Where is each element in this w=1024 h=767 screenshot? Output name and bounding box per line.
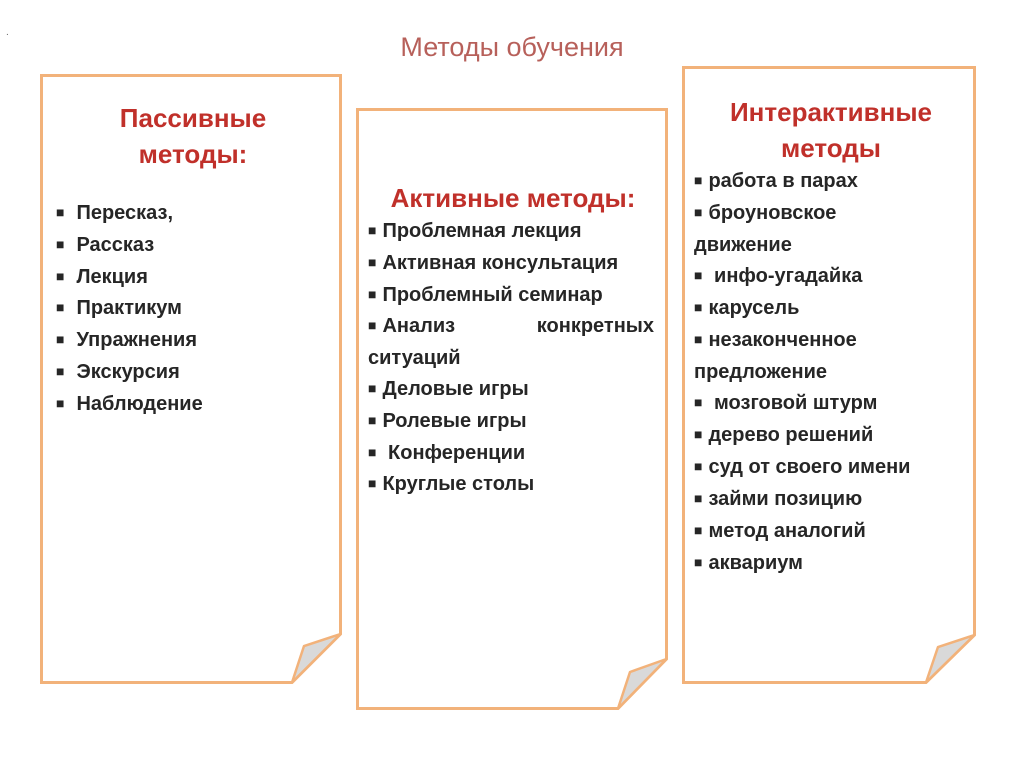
list-item-label: Практикум	[76, 297, 182, 320]
square-bullet-icon: ■	[694, 331, 703, 347]
heading-line: Интерактивные	[729, 97, 932, 127]
list-item-continuation: предложение	[694, 361, 828, 383]
list-item	[368, 311, 658, 343]
square-bullet-icon: ■	[56, 204, 65, 220]
active-methods-list	[368, 216, 658, 501]
square-bullet-icon: ■	[368, 443, 377, 460]
list-item-label: Конференции	[382, 441, 526, 464]
interactive-methods-card	[682, 66, 976, 684]
square-bullet-icon: ■	[56, 394, 65, 411]
interactive-methods-list	[694, 166, 968, 580]
list-item-label: Анализ	[382, 315, 456, 338]
square-bullet-icon: ■	[368, 379, 377, 396]
list-item-label: Пересказ,	[76, 202, 174, 224]
square-bullet-icon: ■	[694, 204, 703, 220]
list-item	[694, 261, 968, 293]
list-item	[694, 452, 968, 484]
square-bullet-icon: ■	[56, 331, 65, 348]
active-methods-heading: Активные методы:	[390, 183, 636, 213]
list-item	[368, 469, 658, 501]
list-item	[694, 388, 968, 420]
stray-dot: .	[6, 27, 9, 38]
list-item-label: суд от своего имени	[708, 456, 911, 478]
interactive-methods-heading	[694, 94, 968, 166]
passive-methods-list	[54, 198, 332, 421]
list-item	[54, 262, 332, 294]
list-item-label: карусель	[708, 297, 800, 319]
passive-methods-card	[40, 74, 342, 684]
square-bullet-icon: ■	[694, 299, 703, 315]
list-item-label: инфо-угадайка	[708, 265, 863, 287]
list-item	[694, 293, 968, 325]
list-item	[54, 389, 332, 421]
list-item	[694, 548, 968, 580]
list-item-label: мозговой штурм	[708, 392, 878, 414]
list-item-label: аквариум	[708, 552, 803, 574]
list-item	[368, 216, 658, 248]
list-item-label: займи позицию	[708, 488, 863, 510]
square-bullet-icon: ■	[56, 362, 65, 379]
square-bullet-icon: ■	[368, 285, 377, 302]
list-item-label: Экскурсия	[76, 360, 180, 383]
list-item	[368, 280, 658, 312]
list-item-label: дерево решений	[708, 424, 874, 446]
square-bullet-icon: ■	[56, 299, 65, 316]
square-bullet-icon: ■	[56, 267, 65, 284]
list-item	[54, 325, 332, 357]
list-item-label: Активная консультация	[382, 251, 619, 274]
square-bullet-icon: ■	[694, 522, 703, 538]
list-item-label: работа в парах	[708, 170, 858, 192]
list-item	[368, 374, 658, 406]
list-item-label: Наблюдение	[76, 392, 203, 415]
list-item-label: незаконченное	[708, 329, 857, 351]
list-item-label: Лекция	[76, 265, 148, 288]
list-item	[694, 198, 968, 230]
list-item	[368, 248, 658, 280]
list-item-label: Проблемная лекция	[382, 220, 582, 242]
list-item	[368, 406, 658, 438]
list-item-label: Упражнения	[76, 329, 197, 352]
justified-word-right: конкретных	[536, 315, 654, 338]
square-bullet-icon: ■	[56, 235, 65, 252]
page-title: Методы обучения	[400, 32, 624, 62]
list-item-label: Круглые столы	[382, 473, 535, 496]
justified-word-left	[368, 311, 455, 343]
heading-line: методы:	[138, 139, 248, 169]
list-item	[694, 516, 968, 548]
list-item-continuation: движение	[694, 234, 792, 256]
square-bullet-icon: ■	[368, 222, 377, 238]
heading-line: методы	[781, 133, 881, 163]
square-bullet-icon: ■	[368, 253, 377, 270]
square-bullet-icon: ■	[694, 394, 703, 410]
list-item-label: Рассказ	[76, 233, 155, 256]
list-item-label: метод аналогий	[708, 520, 866, 542]
square-bullet-icon: ■	[694, 426, 703, 442]
square-bullet-icon: ■	[368, 317, 377, 334]
heading-line: Пассивные	[119, 103, 267, 133]
list-item-label: Ролевые игры	[382, 409, 527, 432]
square-bullet-icon: ■	[694, 172, 703, 188]
list-item	[694, 484, 968, 516]
list-item-label: Деловые игры	[382, 377, 529, 400]
list-item	[54, 293, 332, 325]
list-item	[694, 325, 968, 357]
list-item	[54, 230, 332, 262]
square-bullet-icon: ■	[694, 458, 703, 474]
square-bullet-icon: ■	[694, 490, 703, 506]
list-item-label: Проблемный семинар	[382, 283, 603, 306]
list-item	[368, 438, 658, 470]
list-item	[694, 166, 968, 198]
square-bullet-icon: ■	[694, 267, 703, 283]
passive-methods-heading	[54, 100, 332, 172]
list-item	[54, 198, 332, 230]
list-item-continuation: ситуаций	[368, 347, 461, 370]
square-bullet-icon: ■	[368, 475, 377, 492]
list-item	[694, 420, 968, 452]
justified-line	[368, 311, 654, 343]
list-item-label: броуновское	[708, 202, 837, 224]
list-item	[54, 357, 332, 389]
active-methods-card	[356, 108, 668, 710]
square-bullet-icon: ■	[368, 411, 377, 428]
square-bullet-icon: ■	[694, 554, 703, 570]
